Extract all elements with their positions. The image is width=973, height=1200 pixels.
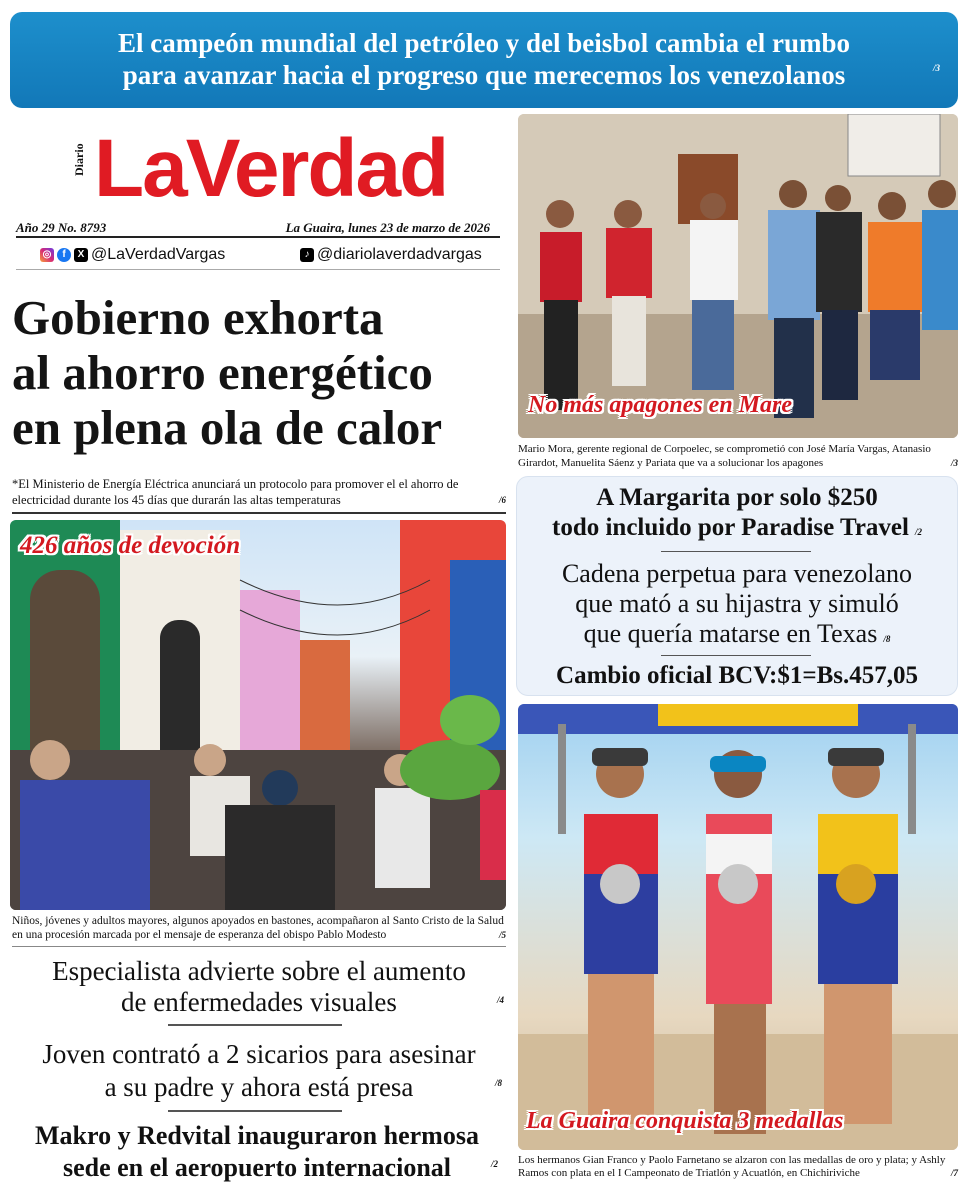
dateline: La Guaira, lunes 23 de marzo de 2026 [285,220,490,235]
mare-overlay-title: No más apagones en Mare [528,392,793,418]
story-eye-line-2: de enfermedades visuales /4 [121,987,504,1017]
lead-summary [12,476,506,508]
infobox-divider [661,551,811,552]
story-eye-line-1: Especialista advierte sobre el aumento [52,956,466,986]
social-link-laverdadvargas[interactable] [40,246,225,264]
masthead-diario-label: Diario [72,143,86,176]
social-link-tiktok[interactable] [300,246,482,264]
section-divider [12,946,506,947]
story-makro-line-2: sede en el aeropuerto internacional /2 [4,1152,510,1184]
mare-caption [518,442,958,470]
medals-illustration [518,704,958,1150]
story-eye-diseases[interactable] [12,956,506,1018]
infobox-divider [661,655,811,656]
banner-page-ref: /3 [932,63,940,73]
story-margarita-travel[interactable] [517,483,957,547]
story-makro-redvital[interactable] [4,1120,510,1184]
banner-line-2: para avanzar hacia el progreso que merecemos los venezolanos [122,60,846,90]
exchange-rate: Cambio oficial BCV:$1=Bs.457,05 [556,662,918,689]
story-hitmen-line-1: Joven contrató a 2 sicarios para asesinar [42,1039,476,1069]
story-makro-page-ref: /2 [490,1159,498,1169]
social-handle-2: @diariolaverdadvargas [317,246,482,263]
banner-line-1: El campeón mundial del petróleo y del beisbol cambia el rumbo [117,28,851,58]
story-divider [168,1024,342,1026]
procession-photo[interactable] [10,520,506,910]
story-hitmen-page-ref: /8 [494,1078,502,1088]
texas-line-2: que mató a su hijastra y simuló [575,589,899,618]
story-divider [168,1110,342,1112]
texas-line-3: que quería matarse en Texas /8 [583,619,891,648]
mare-photo[interactable] [518,114,958,438]
section-divider [12,512,506,514]
lead-page-ref: /6 [498,495,506,505]
x-icon: X [74,248,88,262]
newspaper-logo: LaVerdad [94,123,448,214]
social-handle-1: @LaVerdadVargas [91,246,226,263]
mare-illustration [518,114,958,438]
procession-illustration [10,520,506,910]
travel-line-2: todo incluido por Paradise Travel /2 [552,514,922,541]
medals-page-ref: /7 [950,1168,958,1178]
highlights-box [516,476,958,696]
facebook-icon: f [57,248,71,262]
top-banner-headline[interactable] [10,12,958,108]
issue-info-bar [16,218,500,238]
lead-headline[interactable] [12,290,506,455]
masthead [10,122,506,274]
texas-page-ref: /8 [883,634,891,644]
texas-line-1: Cadena perpetua para venezolano [561,559,913,588]
lead-headline-line-2: al ahorro energético [12,345,433,400]
issue-number: Año 29 No. 8793 [16,220,107,235]
medals-overlay-title: La Guaira conquista 3 medallas [526,1108,844,1134]
travel-page-ref: /2 [914,527,922,537]
procession-page-ref: /5 [498,930,506,940]
procession-overlay-title: 426 años de devoción [20,532,241,559]
tiktok-icon: ♪ [300,248,314,262]
instagram-icon: ◎ [40,248,54,262]
lead-headline-line-3: en plena ola de calor [12,400,443,455]
medals-caption [518,1154,958,1180]
lead-headline-line-1: Gobierno exhorta [12,290,384,345]
travel-line-1: A Margarita por solo $250 [596,484,878,511]
social-bar [16,244,500,270]
medals-photo[interactable] [518,704,958,1150]
procession-caption [12,914,506,942]
story-eye-page-ref: /4 [496,995,504,1005]
mare-caption-text: Mario Mora, gerente regional de Corpoelec, se comprometió con José María Vargas, Atanasio Girardot, Manuelita Sáenz y Pariata que va a solucionar los apagones [518,443,931,469]
lead-summary-text: *El Ministerio de Energía Eléctrica anunciará un protocolo para promover el el ahorro de electricidad durante los 45 días que durarán las altas temperaturas [12,477,459,507]
mare-page-ref: /3 [950,458,958,468]
story-hitmen-line-2: a su padre y ahora está presa /8 [12,1071,506,1104]
story-makro-line-1: Makro y Redvital inauguraron hermosa [35,1121,479,1150]
medals-caption-text: Los hermanos Gian Franco y Paolo Farnetano se alzaron con las medallas de oro y plata; y Ashly Ramos con plata en el I Campeonato de Triatlón y Acuatlón, en Chichiriviche [518,1154,946,1179]
story-texas-sentence[interactable] [517,559,957,654]
procession-caption-text: Niños, jóvenes y adultos mayores, algunos apoyados en bastones, acompañaron al Santo Cristo de la Salud en una procesión marcada por el mensaje de esperanza del obispo Pablo Modesto [12,915,504,941]
story-hitmen[interactable] [12,1038,506,1104]
